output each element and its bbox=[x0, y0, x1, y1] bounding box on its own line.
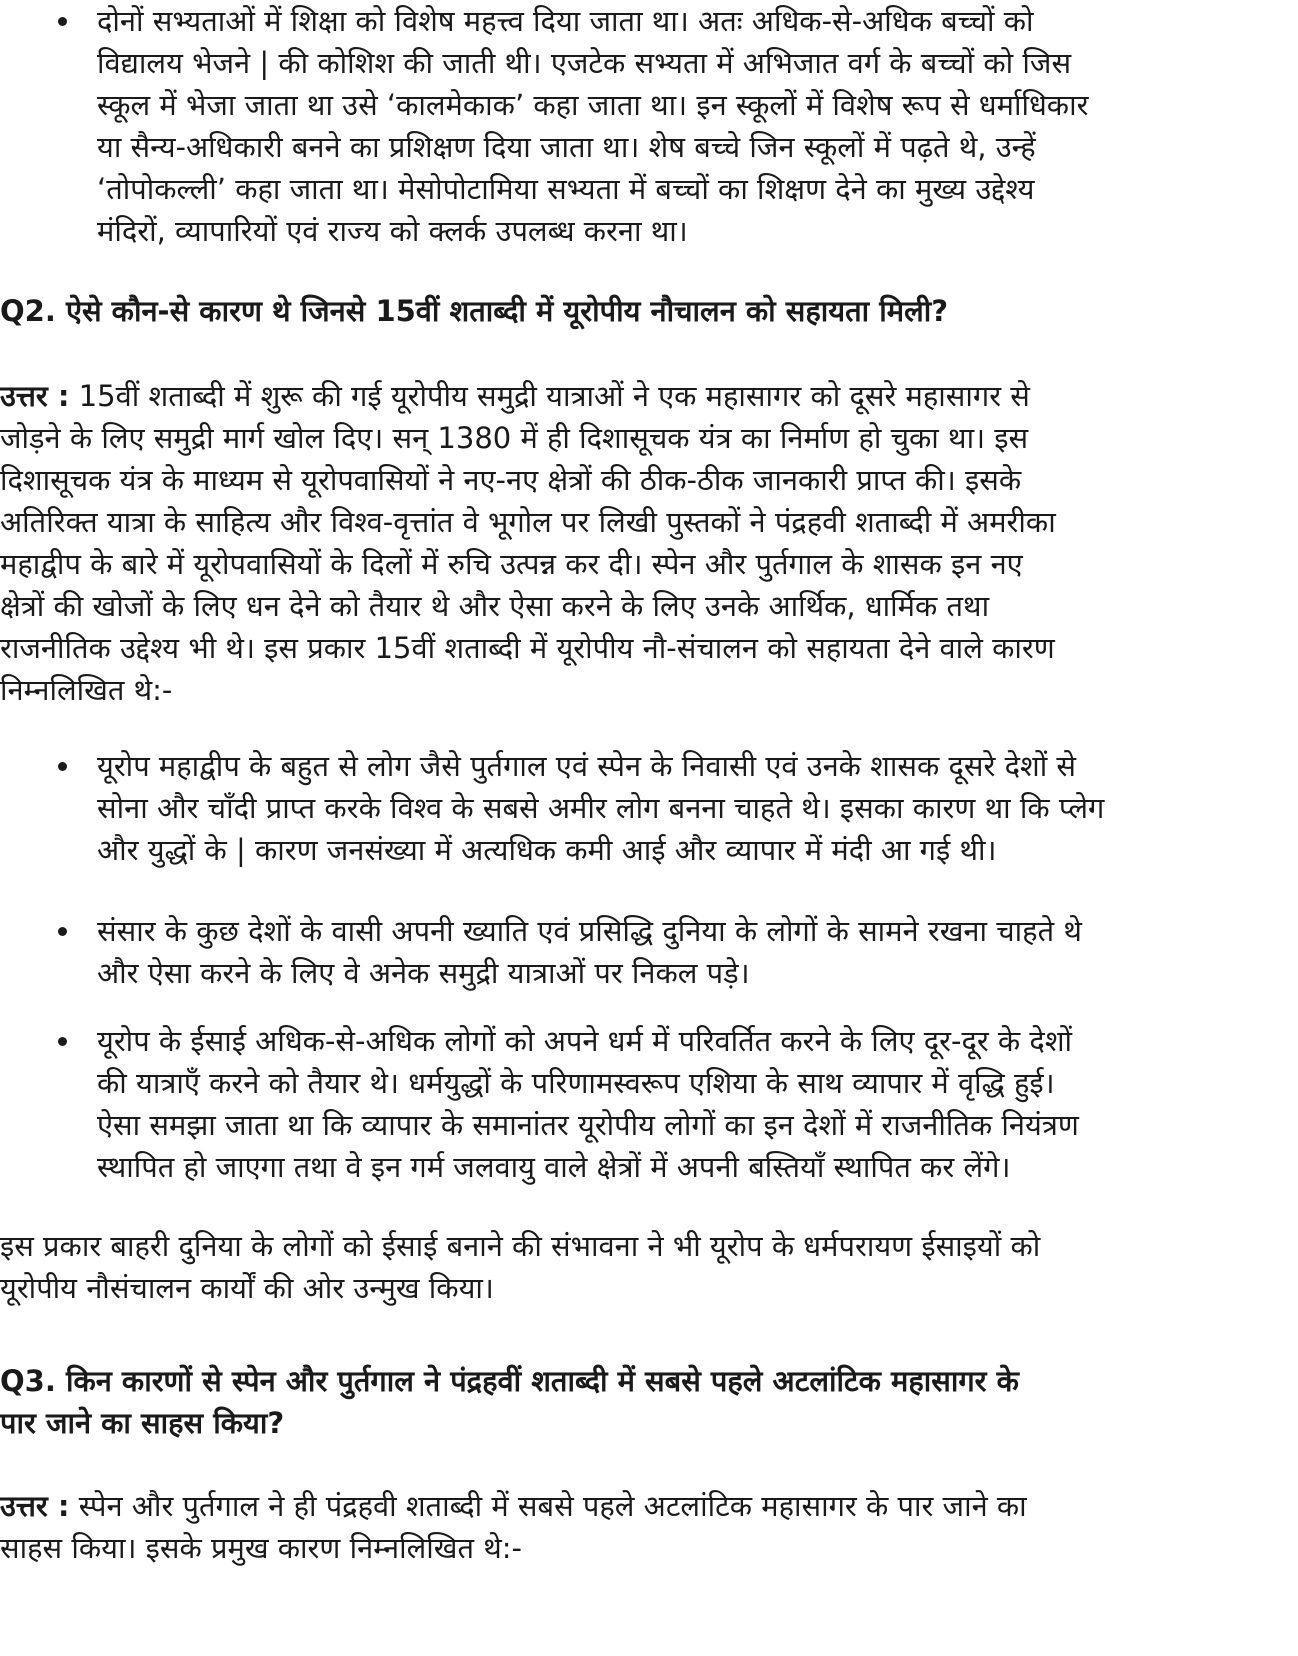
line-text: जोड़ने के लिए समुद्री मार्ग खोल दिए। सन् 1380 में ही दिशासूचक यंत्र का निर्माण हो चुका था। इस bbox=[0, 421, 1029, 455]
text-line bbox=[0, 1527, 1298, 1569]
text-line bbox=[0, 459, 1298, 501]
text-line bbox=[0, 1485, 1298, 1527]
line-text: अतिरिक्त यात्रा के साहित्य और विश्व-वृत्तांत वे भूगोल पर लिखी पुस्तकों ने पंद्रहवी शताब्दी में अमरीका bbox=[0, 505, 1056, 539]
line-text: और ऐसा करने के लिए वे अनेक समुद्री यात्राओं पर निकल पड़े। bbox=[97, 956, 750, 990]
bullet-item bbox=[0, 745, 1298, 871]
text-line bbox=[0, 417, 1298, 459]
bullet-icon bbox=[58, 17, 67, 26]
line-text: स्कूल में भेजा जाता था उसे ‘कालमेकाक’ कहा जाता था। इन स्कूलों में विशेष रूप से धर्माधिकार bbox=[97, 88, 1089, 122]
line-text: और युद्धों के | कारण जनसंख्या में अत्यधिक कमी आई और व्यापार में मंदी आ गई थी। bbox=[97, 833, 997, 867]
bullet-icon bbox=[58, 762, 67, 771]
text-line bbox=[0, 168, 1298, 210]
line-text: यूरोप महाद्वीप के बहुत से लोग जैसे पुर्तगाल एवं स्पेन के निवासी एवं उनके शासक दूसरे देशों से bbox=[97, 749, 1077, 783]
line-text: दिशासूचक यंत्र के माध्यम से यूरोपवासियों ने नए-नए क्षेत्रों की ठीक-ठीक जानकारी प्राप्त की। इसके bbox=[0, 463, 1022, 497]
line-text: राजनीतिक उद्देश्य भी थे। इस प्रकार 15वीं शताब्दी में यूरोपीय नौ-संचालन को सहायता देने वाले कारण bbox=[0, 631, 1055, 665]
bullet-item bbox=[0, 0, 1298, 252]
line-text: महाद्वीप के बारे में यूरोपवासियों के दिलों में रुचि उत्पन्न कर दी। स्पेन और पुर्तगाल के शासक इन नए bbox=[0, 547, 1023, 581]
line-text: की यात्राएँ करने को तैयार थे। धर्मयुद्धों के परिणामस्वरूप एशिया के साथ व्यापार में वृद्धि हुई। bbox=[97, 1066, 1055, 1100]
text-line bbox=[0, 84, 1298, 126]
question-heading bbox=[0, 1360, 1298, 1444]
text-line bbox=[0, 669, 1298, 711]
line-text: पार जाने का साहस किया? bbox=[0, 1406, 285, 1440]
line-text: Q3. किन कारणों से स्पेन और पुर्तगाल ने पंद्रहवीं शताब्दी में सबसे पहले अटलांटिक महासागर के bbox=[0, 1364, 1019, 1398]
line-text: साहस किया। इसके प्रमुख कारण निम्नलिखित थे:- bbox=[0, 1531, 523, 1565]
text-line bbox=[0, 1360, 1298, 1402]
text-line bbox=[0, 1146, 1298, 1188]
line-text: यूरोपीय नौसंचालन कार्यों की ओर उन्मुख किया। bbox=[0, 1271, 494, 1305]
text-line bbox=[0, 829, 1298, 871]
text-line bbox=[0, 910, 1298, 952]
answer-paragraph bbox=[0, 1485, 1298, 1569]
text-line bbox=[0, 42, 1298, 84]
line-text: सोना और चाँदी प्राप्त करके विश्व के सबसे अमीर लोग बनना चाहते थे। इसका कारण था कि प्लेग bbox=[97, 791, 1105, 825]
text-line bbox=[0, 1267, 1298, 1309]
bullet-icon bbox=[58, 927, 67, 936]
line-text: मंदिरों, व्यापारियों एवं राज्य को क्लर्क उपलब्ध करना था। bbox=[97, 214, 688, 248]
line-text: क्षेत्रों की खोजों के लिए धन देने को तैयार थे और ऐसा करने के लिए उनके आर्थिक, धार्मिक तथा bbox=[0, 589, 990, 623]
text-line bbox=[0, 585, 1298, 627]
text-line bbox=[0, 501, 1298, 543]
bullet-item bbox=[0, 1020, 1298, 1188]
text-line bbox=[0, 543, 1298, 585]
text-line bbox=[0, 1020, 1298, 1062]
text-line bbox=[0, 745, 1298, 787]
bullet-item bbox=[0, 910, 1298, 994]
text-line bbox=[0, 375, 1298, 417]
line-text: यूरोप के ईसाई अधिक-से-अधिक लोगों को अपने धर्म में परिवर्तित करने के लिए दूर-दूर के देशों bbox=[97, 1024, 1073, 1058]
line-text: Q2. ऐसे कौन-से कारण थे जिनसे 15वीं शताब्दी में यूरोपीय नौचालन को सहायता मिली? bbox=[0, 294, 949, 328]
answer-paragraph bbox=[0, 375, 1298, 711]
line-text: संसार के कुछ देशों के वासी अपनी ख्याति एवं प्रसिद्धि दुनिया के लोगों के सामने रखना चाहते थे bbox=[97, 914, 1082, 948]
text-line bbox=[0, 787, 1298, 829]
line-text: स्पेन और पुर्तगाल ने ही पंद्रहवी शताब्दी में सबसे पहले अटलांटिक महासागर के पार जाने का bbox=[69, 1489, 1027, 1523]
line-text: ऐसा समझा जाता था कि व्यापार के समानांतर यूरोपीय लोगों का इन देशों में राजनीतिक नियंत्रण bbox=[97, 1108, 1079, 1142]
paragraph bbox=[0, 1225, 1298, 1309]
text-line bbox=[0, 1225, 1298, 1267]
line-text: इस प्रकार बाहरी दुनिया के लोगों को ईसाई बनाने की संभावना ने भी यूरोप के धर्मपरायण ईसाइयों को bbox=[0, 1229, 1041, 1263]
line-text: निम्नलिखित थे:- bbox=[0, 673, 173, 707]
text-line bbox=[0, 210, 1298, 252]
text-line bbox=[0, 1104, 1298, 1146]
line-text: या सैन्य-अधिकारी बनने का प्रशिक्षण दिया जाता था। शेष बच्चे जिन स्कूलों में पढ़ते थे, उन्हें bbox=[97, 130, 1036, 164]
text-line bbox=[0, 1402, 1298, 1444]
text-line bbox=[0, 1062, 1298, 1104]
text-line bbox=[0, 0, 1298, 42]
line-text: 15वीं शताब्दी में शुरू की गई यूरोपीय समुद्री यात्राओं ने एक महासागर को दूसरे महासागर से bbox=[69, 379, 1030, 413]
bullet-icon bbox=[58, 1037, 67, 1046]
answer-label: उत्तर : bbox=[0, 379, 70, 413]
text-line bbox=[0, 290, 1298, 332]
line-text: विद्यालय भेजने | की कोशिश की जाती थी। एजटेक सभ्यता में अभिजात वर्ग के बच्चों को जिस bbox=[97, 46, 1072, 80]
text-line bbox=[0, 952, 1298, 994]
text-line bbox=[0, 126, 1298, 168]
line-text: दोनों सभ्यताओं में शिक्षा को विशेष महत्त्व दिया जाता था। अतः अधिक-से-अधिक बच्चों को bbox=[97, 4, 1034, 38]
question-heading bbox=[0, 290, 1298, 332]
answer-label: उत्तर : bbox=[0, 1489, 70, 1523]
text-line bbox=[0, 627, 1298, 669]
line-text: ‘तोपोकल्ली’ कहा जाता था। मेसोपोटामिया सभ्यता में बच्चों का शिक्षण देने का मुख्य उद्देश्य bbox=[97, 172, 1035, 206]
line-text: स्थापित हो जाएगा तथा वे इन गर्म जलवायु वाले क्षेत्रों में अपनी बस्तियाँ स्थापित कर लेंगे। bbox=[97, 1150, 1011, 1184]
